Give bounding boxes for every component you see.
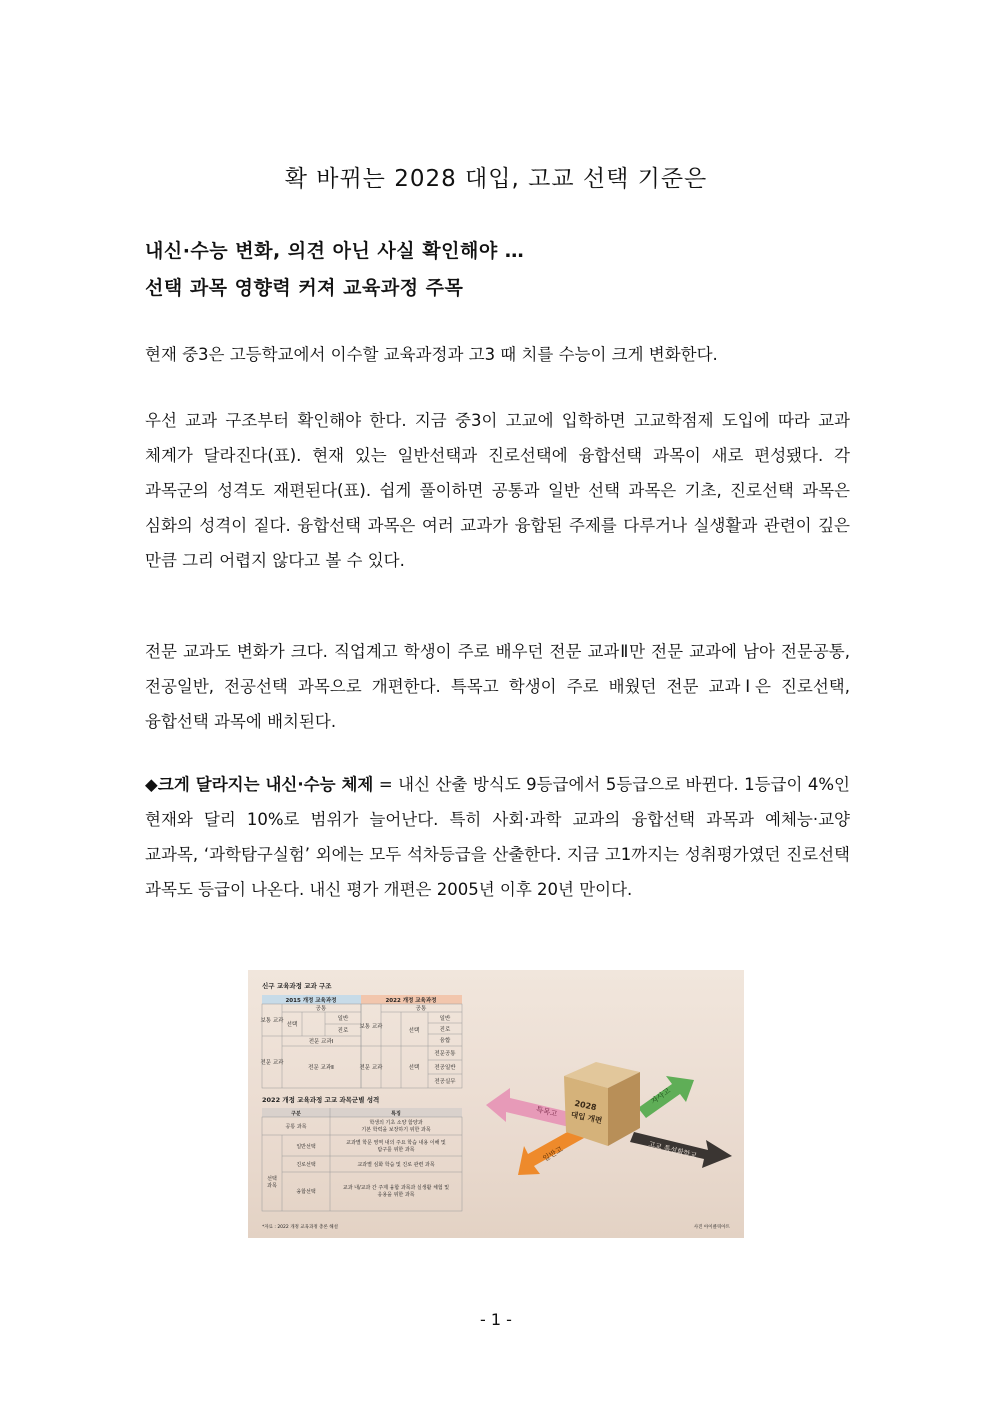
table1-title: 신구 교육과정 교과 구조: [262, 982, 332, 990]
paragraph-2: 우선 교과 구조부터 확인해야 한다. 지금 중3이 고교에 입학하면 고교학점제 도입에 따라 교과 체계가 달라진다(표). 현재 있는 일반선택과 진로선택에 융합선택 과목이 새로 편성됐다. 각 과목군의 성격도 재편된다(표). 쉽게 풀이하면 공통과 일반 선택 과목은 기초, 진로선택 과목은 심화의 성격이 짙다. 융합선택 과목은 여러 교과가 융합된 주제를 다루거나 실생활과 관련이 깊은 만큼 그리 어렵지 않다고 볼 수 있다.: [145, 411, 850, 570]
t1-right-yunghap: 융합: [439, 1038, 451, 1044]
t2-row4-name: 융합선택: [296, 1189, 316, 1195]
t1-right-bo: 보통 교과: [359, 1024, 383, 1030]
t2-row1-name: 공통 과목: [285, 1124, 307, 1130]
arrow-label-dark: 고교 특성화학교: [647, 1140, 698, 1160]
cube-illustration: [486, 1062, 732, 1175]
t2-head-feature: 특징: [391, 1111, 401, 1117]
arrow-label-green: 자사고: [649, 1086, 673, 1106]
t1-left-jinro: 진로: [337, 1028, 349, 1034]
subtitle-2: 선택 과목 영향력 커져 교육과정 주목: [145, 277, 464, 299]
paragraph-3: 전문 교과도 변화가 크다. 직업계고 학생이 주로 배우던 전문 교과Ⅱ만 전문 교과에 남아 전문공통, 전공일반, 전공선택 과목으로 개편한다. 특목고 학생이 주로 배웠던 전문 교과Ⅰ은 진로선택, 융합선택 과목에 배치된다.: [145, 642, 850, 731]
t2-row3-desc: 교과별 심화 학습 및 진로 관련 과목: [357, 1162, 435, 1168]
t1-right-gongtong: 공통: [415, 1006, 427, 1012]
t1-right-ilban: 일반: [439, 1016, 451, 1022]
arrow-label-orange: 일반고: [541, 1144, 565, 1164]
t1-right-jgi: 전공일반: [434, 1065, 456, 1071]
t1-left-ilban: 일반: [337, 1016, 349, 1022]
paragraph-4-body: = 내신 산출 방식도 9등급에서 5등급으로 바뀐다. 1등급이 4%인 현재와 달리 10%로 범위가 늘어난다. 특히 사회·과학 교과의 융합선택 과목과 예체능·교양 교과목, ‘과학탐구실험’ 외에는 모두 석차등급을 산출한다. 지금 고1까지는 성취평가였던 진로선택 과목도 등급이 나온다. 내신 평가 개편은 2005년 이후 20년 만이다.: [145, 775, 850, 899]
t2-row3-name: 진로선택: [296, 1162, 316, 1168]
page-number: - 1 -: [480, 1310, 512, 1329]
t1-right-jgt: 전문공통: [434, 1051, 456, 1057]
col-2015-header: 2015 개정 교육과정: [285, 998, 337, 1004]
t1-left-gyogwa1: 전문 교과Ⅰ: [308, 1039, 334, 1045]
t2-group-label: 선택 과목: [267, 1176, 277, 1189]
figure-svg: [248, 970, 744, 1238]
t1-left-gongtong: 공통: [315, 1006, 327, 1012]
paragraph-1: 현재 중3은 고등학교에서 이수할 교육과정과 고3 때 치를 수능이 크게 변화한다.: [145, 345, 718, 364]
document-title: 확 바뀌는 2028 대입, 고교 선택 기준은: [284, 166, 708, 192]
t1-left-jeonmun: 전문 교과: [260, 1060, 284, 1066]
t2-row2-desc: 교과별 학문 영역 내의 주요 학습 내용 이해 및 탐구를 위한 과목: [346, 1140, 446, 1153]
t1-right-jeonmun: 전문 교과: [359, 1065, 383, 1071]
t2-row2-name: 일반선택: [296, 1144, 316, 1150]
t1-left-bo: 보통 교과: [260, 1018, 284, 1024]
t2-row4-desc: 교과 내/교과 간 주제 융합 과목과 실생활 체험 및 응용을 위한 과목: [342, 1185, 450, 1198]
t2-row1-desc: 학생의 기초 소양 함양과 기본 학력을 보장하기 위한 과목: [361, 1120, 431, 1133]
table2-title: 2022 개정 교육과정 고교 과목군별 성격: [262, 1096, 380, 1104]
t1-right-jinro: 진로: [439, 1027, 451, 1033]
t2-head-gubun: 구분: [291, 1111, 301, 1117]
t1-left-gyogwa2: 전문 교과Ⅱ: [308, 1065, 334, 1071]
photo-credit: 사진 아이클릭아트: [693, 1225, 730, 1230]
figure-image: [248, 970, 744, 1238]
t1-right-seontaek: 선택: [408, 1028, 420, 1034]
t1-right-seontaek2: 선택: [408, 1065, 420, 1071]
arrow-label-pink: 특목고: [534, 1104, 559, 1119]
t1-left-seontaek: 선택: [286, 1022, 298, 1028]
figure-source: *자료 : 2022 개정 교육과정 총론 해설: [262, 1225, 338, 1230]
cube-text-year: 2028: [573, 1098, 598, 1113]
paragraph-4: [145, 767, 850, 907]
subtitle-1: 내신·수능 변화, 의견 아닌 사실 확인해야 …: [145, 240, 525, 262]
col-2022-header: 2022 개정 교육과정: [385, 998, 437, 1004]
section-heading: ◆크게 달라지는 내신·수능 체제: [145, 775, 374, 794]
t1-right-jgs: 전공실무: [434, 1079, 456, 1085]
cube-text-label: 대입 개편: [570, 1109, 603, 1126]
